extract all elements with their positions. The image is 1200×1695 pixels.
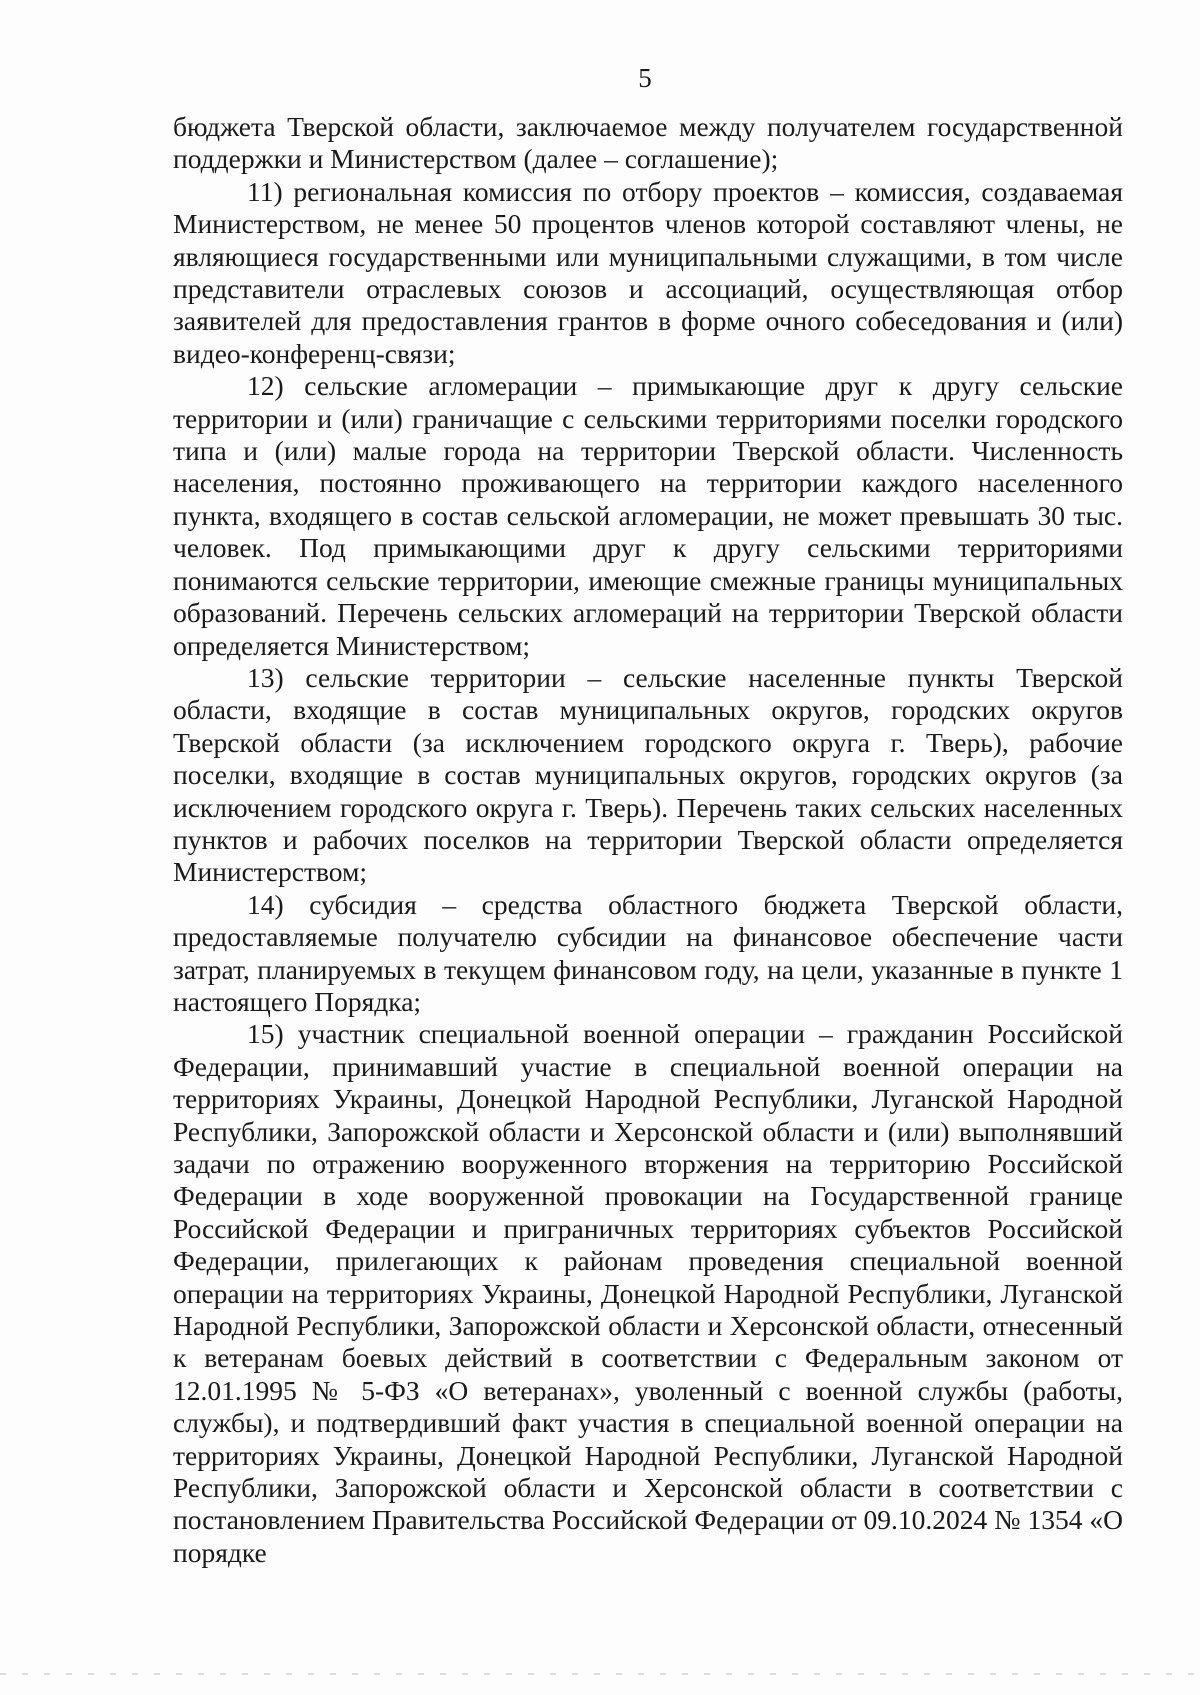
document-body: [173, 111, 1123, 1569]
scan-artifact-line: [0, 1673, 1200, 1675]
paragraph-item-14: 14) субсидия – средства областного бюджета Тверской области, предоставляемые получателю субсидии на финансовое обеспечение части затрат, планируемых в текущем финансовом году, на цели, указанные в пункте 1 настоящего Порядка;: [173, 888, 1123, 1017]
paragraph-item-15: 15) участник специальной военной операции – гражданин Российской Федерации, принимавший участие в специальной военной операции на территориях Украины, Донецкой Народной Республики, Луганской Народной Республики, Запорожской области и Херсонской области и (или) выполнявший задачи по отражению вооруженного вторжения на территорию Российской Федерации в ходе вооруженной провокации на Государственной границе Российской Федерации и приграничных территориях субъектов Российской Федерации, прилегающих к районам проведения специальной военной операции на территориях Украины, Донецкой Народной Республики, Луганской Народной Республики, Запорожской области и Херсонской области, отнесенный к ветеранам боевых действий в соответствии с Федеральным законом от 12.01.1995 № 5-ФЗ «О ветеранах», уволенный с военной службы (работы, службы), и подтвердивший факт участия в специальной военной операции на территориях Украины, Донецкой Народной Республики, Луганской Народной Республики, Запорожской области и Херсонской области в соответствии с постановлением Правительства Российской Федерации от 09.10.2024 № 1354 «О порядке: [173, 1018, 1123, 1568]
paragraph-continuation: бюджета Тверской области, заключаемое между получателем государственной поддержки и Министерством (далее – соглашение);: [173, 111, 1123, 175]
paragraph-item-11: 11) региональная комиссия по отбору проектов – комиссия, создаваемая Министерством, не менее 50 процентов членов которой составляют члены, не являющиеся государственными или муниципальными служащими, в том числе представители отраслевых союзов и ассоциаций, осуществляющая отбор заявителей для предоставления грантов в форме очного собеседования и (или) видео-конференц-связи;: [173, 175, 1123, 369]
paragraph-item-12: 12) сельские агломерации – примыкающие друг к другу сельские территории и (или) граничащие с сельскими территориями поселки городского типа и (или) малые города на территории Тверской области. Численность населения, постоянно проживающего на территории каждого населенного пункта, входящего в состав сельской агломерации, не может превышать 30 тыс. человек. Под примыкающими друг к другу сельскими территориями понимаются сельские территории, имеющие смежные границы муниципальных образований. Перечень сельских агломераций на территории Тверской области определяется Министерством;: [173, 370, 1123, 661]
page-number: 5: [638, 63, 652, 93]
paragraph-item-13: 13) сельские территории – сельские населенные пункты Тверской области, входящие в состав муниципальных округов, городских округов Тверской области (за исключением городского округа г. Тверь), рабочие поселки, входящие в состав муниципальных округов, городских округов (за исключением городского округа г. Тверь). Перечень таких сельских населенных пунктов и рабочих поселков на территории Тверской области определяется Министерством;: [173, 661, 1123, 888]
